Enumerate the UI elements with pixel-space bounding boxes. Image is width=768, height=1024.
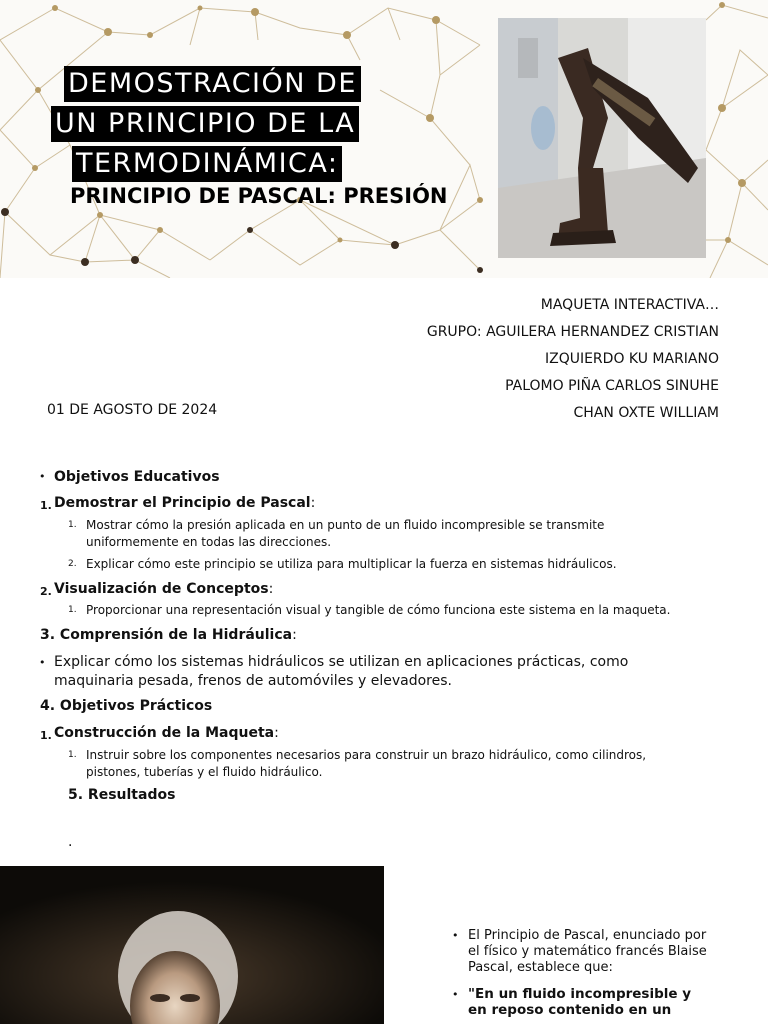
item-title: Demostrar el Principio de Pascal	[54, 495, 311, 511]
item-title: 3. Comprensión de la Hidráulica	[40, 627, 293, 643]
list-item-heading	[54, 725, 279, 741]
item-suffix: :	[292, 627, 297, 643]
info-line: CHAN OXTE WILLIAM	[573, 405, 719, 421]
sub-number: 1.	[68, 605, 77, 615]
bullet-icon: •	[39, 656, 46, 669]
info-line: IZQUIERDO KU MARIANO	[544, 351, 719, 367]
list-item-heading	[40, 627, 297, 643]
list-item-heading	[54, 495, 315, 511]
presentation-date: 01 DE AGOSTO DE 2024	[47, 402, 218, 418]
sub-item: Proporcionar una representación visual y tangible de cómo funciona este sistema en la maqueta.	[86, 603, 671, 617]
sub-item: Instruir sobre los componentes necesarios para construir un brazo hidráulico, como cilindros, pistones, tuberías y el fluido hidráulico.	[86, 748, 647, 779]
info-line: MAQUETA INTERACTIVA…	[540, 297, 719, 313]
list-number: 1.	[40, 729, 52, 742]
sub-number: 1.	[68, 750, 77, 760]
item-title: Visualización de Conceptos	[54, 581, 269, 597]
item-suffix: :	[310, 495, 316, 511]
item-suffix: :	[274, 725, 279, 741]
subtitle: PRINCIPIO DE PASCAL: PRESIÓN	[70, 184, 448, 208]
title-banner	[0, 0, 768, 278]
blaise-pascal-portrait	[0, 866, 384, 1024]
list-number: 1.	[40, 499, 52, 512]
period-mark: .	[68, 834, 73, 850]
item-suffix: :	[268, 581, 274, 597]
hydraulic-arm-photo	[498, 18, 706, 258]
sub-number: 2.	[68, 559, 77, 569]
sub-item: Mostrar cómo la presión aplicada en un punto de un fluido incompresible se transmite uniformemente en todas las direcciones.	[86, 518, 605, 549]
paragraph: Explicar cómo los sistemas hidráulicos se utilizan en aplicaciones prácticas, como maquinaria pesada, frenos de automóviles y elevadores.	[54, 654, 629, 689]
info-line: PALOMO PIÑA CARLOS SINUHE	[505, 378, 719, 394]
title-line-3: TERMODINÁMICA:	[72, 146, 342, 182]
list-item-heading	[54, 581, 273, 597]
principle-paragraph: El Principio de Pascal, enunciado por el físico y matemático francés Blaise Pascal, establece que:	[468, 928, 707, 975]
info-line: GRUPO: AGUILERA HERNANDEZ CRISTIAN	[426, 324, 719, 340]
principle-quote: "En un fluido incompresible y en reposo contenido en un	[468, 986, 692, 1018]
bullet-icon: •	[452, 988, 459, 1001]
objectives-heading: Objetivos Educativos	[54, 469, 220, 485]
pascal-principle-text	[452, 928, 708, 1018]
title-line-2: UN PRINCIPIO DE LA	[51, 106, 359, 142]
bullet-icon: •	[39, 470, 46, 483]
sub-number: 1.	[68, 520, 77, 530]
list-number: 2.	[40, 585, 52, 598]
sub-item: Explicar cómo este principio se utiliza para multiplicar la fuerza en sistemas hidráulicos.	[86, 557, 617, 571]
item-title: Construcción de la Maqueta	[54, 725, 275, 741]
title-line-1: DEMOSTRACIÓN DE	[64, 66, 361, 102]
bullet-icon: •	[452, 929, 459, 942]
group-info	[427, 292, 719, 427]
results-heading: 5. Resultados	[68, 787, 176, 803]
list-item-heading: 4. Objetivos Prácticos	[40, 698, 213, 714]
